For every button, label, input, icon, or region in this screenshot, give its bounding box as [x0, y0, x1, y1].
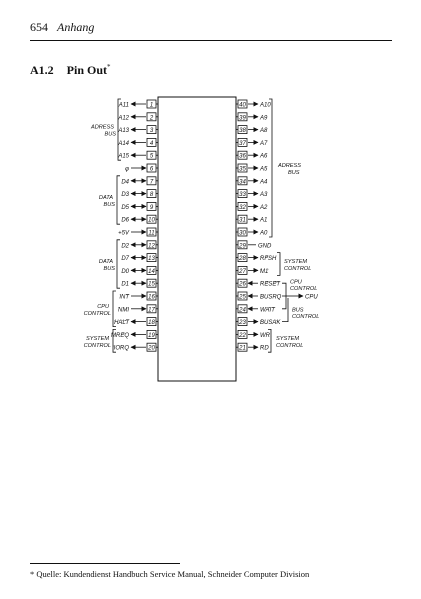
pin-number-14: 14 [148, 268, 155, 275]
footnote-marker: * [107, 63, 111, 71]
right-group-bracket-0 [269, 99, 272, 237]
left-group-label-2-1: BUS [103, 266, 115, 272]
pin-label-32: A2 [260, 204, 268, 211]
pin-label-24: WAIT [260, 307, 275, 314]
pin-label-35: A5 [260, 166, 268, 173]
pin-number-26: 26 [239, 281, 246, 288]
pin-label-5: A15 [118, 153, 129, 160]
pin-number-40: 40 [239, 102, 246, 109]
pin-label-26: RESET [260, 281, 281, 288]
chapter-title: Anhang [57, 20, 95, 34]
pin-number-19: 19 [148, 332, 155, 339]
pin-label-37: A7 [260, 140, 268, 147]
pin-number-31: 31 [239, 217, 246, 224]
right-group-bracket-3 [282, 298, 288, 322]
pin-number-9: 9 [149, 204, 154, 211]
right-group-label-3-0: BUS [292, 307, 304, 314]
pin-number-29: 29 [239, 243, 246, 250]
chip-body [158, 97, 236, 381]
pin-label-39: A9 [260, 115, 268, 122]
left-group-label-1-1: BUS [103, 202, 115, 208]
footnote: * Quelle: Kundendienst Handbuch Service Manual, Schneider Computer Division [30, 569, 310, 579]
pin-number-13: 13 [148, 256, 155, 263]
pin-number-34: 34 [239, 179, 246, 186]
right-group-label-1-0: SYSTEM [284, 259, 308, 265]
pin-label-1: A11 [118, 102, 129, 109]
pins-layer [111, 100, 282, 352]
right-group-label-3-1: CONTROL [292, 313, 320, 320]
right-group-bracket-1 [277, 253, 280, 276]
pin-number-35: 35 [239, 166, 246, 173]
right-group-label-2-0: CPU [290, 279, 302, 286]
left-group-label-1-0: DATA [98, 195, 113, 201]
pin-label-6: φ [125, 166, 129, 173]
pin-number-18: 18 [148, 320, 155, 327]
pin-number-24: 24 [239, 307, 246, 314]
pin-number-36: 36 [239, 153, 246, 160]
pin-label-38: A8 [260, 128, 268, 135]
pin-label-15: D1 [121, 281, 129, 288]
pin-label-25: BUSRQ [260, 294, 282, 301]
pin-label-18: HALT [114, 320, 129, 327]
pin-number-2: 2 [149, 115, 154, 122]
pin-label-10: D6 [121, 217, 129, 224]
section-number: A1.2 [30, 63, 54, 77]
pin-label-11: +5V [118, 230, 129, 237]
pin-label-30: A0 [260, 230, 268, 237]
pin-label-21: RD [260, 345, 269, 352]
pin-number-22: 22 [239, 332, 246, 339]
pin-label-34: A4 [260, 179, 268, 186]
pin-number-12: 12 [148, 243, 155, 250]
right-group-label-0-0: ADRESS [278, 163, 302, 169]
pin-label-27: M1 [260, 268, 269, 275]
pin-label-40: A10 [260, 102, 271, 109]
left-group-label-4-1: CONTROL [83, 342, 111, 349]
pin-number-1: 1 [149, 102, 154, 109]
right-group-label-1-1: CONTROL [284, 266, 312, 272]
pin-number-8: 8 [149, 192, 154, 199]
left-group-label-3-0: CPU [97, 303, 109, 310]
pin-label-3: A13 [118, 128, 129, 135]
pin-label-16: INT [119, 294, 129, 301]
pin-label-9: D5 [121, 204, 129, 211]
left-group-label-2-0: DATA [98, 259, 113, 265]
pin-label-7: D4 [121, 179, 129, 186]
pin-label-28: RFSH [260, 256, 277, 263]
left-group-bracket-1 [117, 176, 120, 224]
page-number: 654 [30, 20, 48, 34]
pin-label-31: A1 [260, 217, 268, 224]
pin-number-25: 25 [239, 294, 246, 301]
pin-label-19: MREQ [111, 332, 129, 339]
pin-label-22: WR [260, 332, 270, 339]
section-title: Pin Out [66, 63, 108, 77]
right-group-label-2-1: CONTROL [290, 286, 318, 293]
pin-number-11: 11 [148, 230, 155, 237]
pin-number-15: 15 [148, 281, 155, 288]
pin-number-30: 30 [239, 230, 246, 237]
left-group-bracket-2 [117, 240, 120, 288]
right-group-label-0-1: BUS [288, 170, 300, 176]
left-group-label-0-0: ADRESS [90, 124, 114, 131]
pin-label-12: D2 [121, 243, 129, 250]
pin-number-23: 23 [239, 320, 246, 327]
pin-label-17: NMI [118, 307, 129, 314]
right-group-label-4-0: SYSTEM [276, 335, 300, 342]
pin-number-33: 33 [239, 192, 246, 199]
pin-number-17: 17 [148, 307, 155, 314]
pin-number-28: 28 [239, 256, 246, 263]
pin-label-20: IORQ [113, 345, 129, 352]
left-group-label-3-1: CONTROL [83, 310, 111, 317]
pin-label-14: D0 [121, 268, 129, 275]
pin-label-23: BUSAK [260, 320, 281, 327]
pin-number-6: 6 [149, 166, 154, 173]
footnote-rule [30, 563, 180, 564]
pin-label-2: A12 [118, 115, 129, 122]
groups-layer [84, 99, 320, 352]
pin-number-20: 20 [148, 345, 155, 352]
pin-number-4: 4 [149, 140, 154, 147]
pin-number-5: 5 [149, 153, 154, 160]
pin-label-33: A3 [260, 192, 268, 199]
pin-label-4: A14 [118, 140, 129, 147]
cpu-label: CPU [305, 294, 318, 301]
pin-label-8: D3 [121, 192, 129, 199]
pin-number-10: 10 [148, 217, 155, 224]
left-group-label-0-1: BUS [104, 131, 116, 138]
pin-number-21: 21 [239, 345, 246, 352]
pin-number-37: 37 [239, 140, 246, 147]
pin-number-38: 38 [239, 128, 246, 135]
left-group-label-4-0: SYSTEM [85, 335, 109, 342]
pin-number-39: 39 [239, 115, 246, 122]
right-group-label-4-1: CONTROL [276, 342, 304, 349]
pin-number-7: 7 [149, 179, 154, 186]
pin-number-27: 27 [239, 268, 246, 275]
pin-number-3: 3 [149, 128, 154, 135]
pin-label-36: A6 [260, 153, 268, 160]
pin-label-13: D7 [121, 256, 129, 263]
pin-number-32: 32 [239, 204, 246, 211]
pin-number-16: 16 [148, 294, 155, 301]
pin-label-29: GND [258, 243, 272, 250]
